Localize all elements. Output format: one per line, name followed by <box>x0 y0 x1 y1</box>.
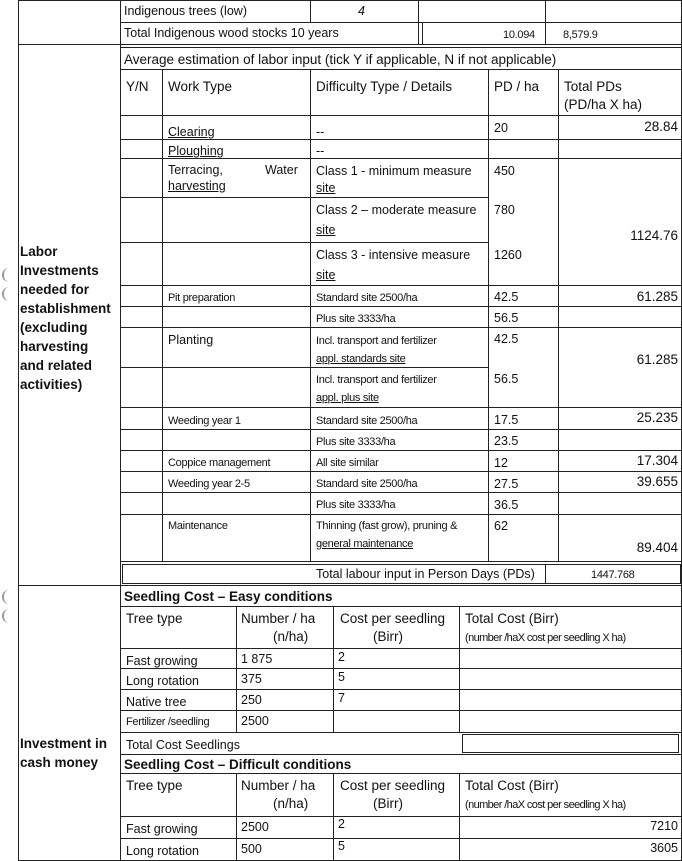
easy-col-cost-unit: (Birr) <box>373 629 403 644</box>
table-row-work: Weeding year 1 <box>168 415 241 427</box>
table-row-diff: appl. plus site <box>316 392 379 404</box>
table-row-pd: 780 <box>494 203 515 217</box>
col-total-pds-formula: (PD/ha X ha) <box>564 97 643 112</box>
table-row-work: Terracing, <box>168 163 223 177</box>
table-row-pd: 1260 <box>494 248 522 262</box>
easy-row-num: 1 875 <box>241 652 273 666</box>
difficult-col-number-unit: (n/ha) <box>273 796 309 811</box>
table-row-diff: All site similar <box>316 457 379 469</box>
table-row-total: 61.285 <box>636 352 678 367</box>
table-row-diff: Incl. transport and fertilizer <box>316 374 437 386</box>
total-indigenous-value1: 10.094 <box>503 29 535 41</box>
investment-cash-label: Investment in cash money <box>20 736 108 770</box>
difficult-col-number: Number / ha <box>241 778 316 793</box>
table-row-total: 61.285 <box>636 289 678 304</box>
table-row-diff: Thinning (fast grow), pruning & <box>316 520 458 532</box>
table-row-diff: site <box>316 181 336 195</box>
table-row-total: 39.655 <box>636 474 678 489</box>
easy-col-number: Number / ha <box>241 611 316 626</box>
table-row-work: Ploughing <box>168 144 224 158</box>
table-row-work: Planting <box>168 333 214 347</box>
difficult-col-cost-unit: (Birr) <box>373 796 403 811</box>
difficult-row-cost: 2 <box>338 817 345 831</box>
difficult-row-cost: 5 <box>338 839 345 853</box>
total-indigenous-value2: 8,579.9 <box>563 29 598 41</box>
table-row-diff: Incl. transport and fertilizer <box>316 335 437 347</box>
table-row-total: 17.304 <box>636 453 678 468</box>
easy-col-cost: Cost per seedling <box>340 611 446 626</box>
difficult-row-total: 7210 <box>650 819 678 833</box>
table-row-pd: 20 <box>494 121 508 135</box>
easy-row-cost: 5 <box>338 670 345 684</box>
col-work-type: Work Type <box>168 79 233 94</box>
table-row-work: Coppice management <box>168 457 271 469</box>
table-row-pd: 23.5 <box>494 434 519 448</box>
table-row-pd: 56.5 <box>494 372 519 386</box>
easy-row-num: 375 <box>241 672 262 686</box>
difficult-col-total-formula: (number /haX cost per seedling X ha) <box>465 799 626 811</box>
table-row-diff: appl. standards site <box>316 353 406 365</box>
table-row-pd: 56.5 <box>494 311 519 325</box>
col-yn: Y/N <box>126 79 149 94</box>
table-row-diff: Class 3 - intensive measure <box>316 248 471 262</box>
table-row-total: 89.404 <box>636 540 678 555</box>
table-row-diff: -- <box>316 125 325 139</box>
total-indigenous-label: Total Indigenous wood stocks 10 years <box>124 26 339 40</box>
col-total-pds: Total PDs <box>564 79 622 94</box>
col-difficulty: Difficulty Type / Details <box>316 79 453 94</box>
difficult-conditions-title: Seedling Cost – Difficult conditions <box>124 757 352 772</box>
easy-row-cost: 7 <box>338 691 345 705</box>
difficult-row-tree: Fast growing <box>126 822 198 836</box>
table-row-pd: 42.5 <box>494 332 519 346</box>
easy-row-cost: 2 <box>338 650 345 664</box>
easy-col-number-unit: (n/ha) <box>273 629 309 644</box>
indigenous-trees-label: Indigenous trees (low) <box>124 4 247 18</box>
table-row-pd: 27.5 <box>494 477 519 491</box>
total-labour-value: 1447.768 <box>591 569 635 581</box>
table-row-diff: Plus site 3333/ha <box>316 313 396 325</box>
easy-col-total: Total Cost (Birr) <box>465 611 559 626</box>
table-row-diff: Plus site 3333/ha <box>316 499 396 511</box>
table-row-diff: general maintenance <box>316 538 414 550</box>
easy-row-num: 2500 <box>241 714 269 728</box>
table-row-diff: Class 2 – moderate measure <box>316 203 477 217</box>
easy-conditions-title: Seedling Cost – Easy conditions <box>124 589 333 604</box>
table-row-work: Water <box>265 163 298 177</box>
easy-col-total-formula: (number /haX cost per seedling X ha) <box>465 632 626 644</box>
difficult-col-total: Total Cost (Birr) <box>465 778 559 793</box>
table-row-diff: Standard site 2500/ha <box>316 415 418 427</box>
table-row-work: Pit preparation <box>168 292 236 304</box>
col-pd-ha: PD / ha <box>494 79 540 94</box>
table-row-work: harvesting <box>168 179 226 193</box>
easy-row-tree: Fast growing <box>126 654 198 668</box>
table-row-work: Clearing <box>168 125 215 139</box>
labor-investments-label: Labor Investments needed for establishment (excluding harvesting and related activities) <box>20 244 111 392</box>
total-labour-label: Total labour input in Person Days (PDs) <box>316 567 535 581</box>
difficult-row-num: 500 <box>241 842 262 856</box>
table-row-total: 1124.76 <box>630 228 678 243</box>
table-row-work: Weeding year 2-5 <box>168 478 250 490</box>
table-row-pd: 450 <box>494 164 515 178</box>
table-row-pd: 17.5 <box>494 413 519 427</box>
total-cost-seedlings-label: Total Cost Seedlings <box>126 738 240 752</box>
table-row-total: 25.235 <box>636 410 678 425</box>
total-cost-seedlings-box <box>462 734 679 753</box>
table-row-pd: 12 <box>494 456 508 470</box>
easy-row-num: 250 <box>241 693 262 707</box>
table-row-diff: Plus site 3333/ha <box>316 436 396 448</box>
difficult-row-total: 3605 <box>650 841 678 855</box>
table-row-diff: -- <box>316 144 325 158</box>
table-row-diff: site <box>316 268 336 282</box>
document-page <box>18 0 682 861</box>
indigenous-trees-value: 4 <box>358 4 365 18</box>
table-row-diff: Standard site 2500/ha <box>316 292 418 304</box>
table-row-pd: 62 <box>494 519 508 533</box>
table-row-diff: Class 1 - minimum measure <box>316 164 472 178</box>
difficult-col-tree: Tree type <box>126 778 183 793</box>
table-row-total: 28.84 <box>644 119 678 134</box>
easy-row-tree: Long rotation <box>126 674 199 688</box>
table-row-diff: Standard site 2500/ha <box>316 478 418 490</box>
difficult-row-num: 2500 <box>241 820 269 834</box>
easy-col-tree: Tree type <box>126 611 183 626</box>
table-row-work: Maintenance <box>168 520 228 532</box>
table-row-pd: 42.5 <box>494 290 519 304</box>
easy-row-tree: Fertilizer /seedling <box>126 716 210 728</box>
table-row-diff: site <box>316 223 336 237</box>
table-row-pd: 36.5 <box>494 498 519 512</box>
labor-heading: Average estimation of labor input (tick Y if applicable, N if not applicable) <box>124 52 557 67</box>
difficult-col-cost: Cost per seedling <box>340 778 446 793</box>
difficult-row-tree: Long rotation <box>126 844 199 858</box>
easy-row-tree: Native tree <box>126 695 187 709</box>
